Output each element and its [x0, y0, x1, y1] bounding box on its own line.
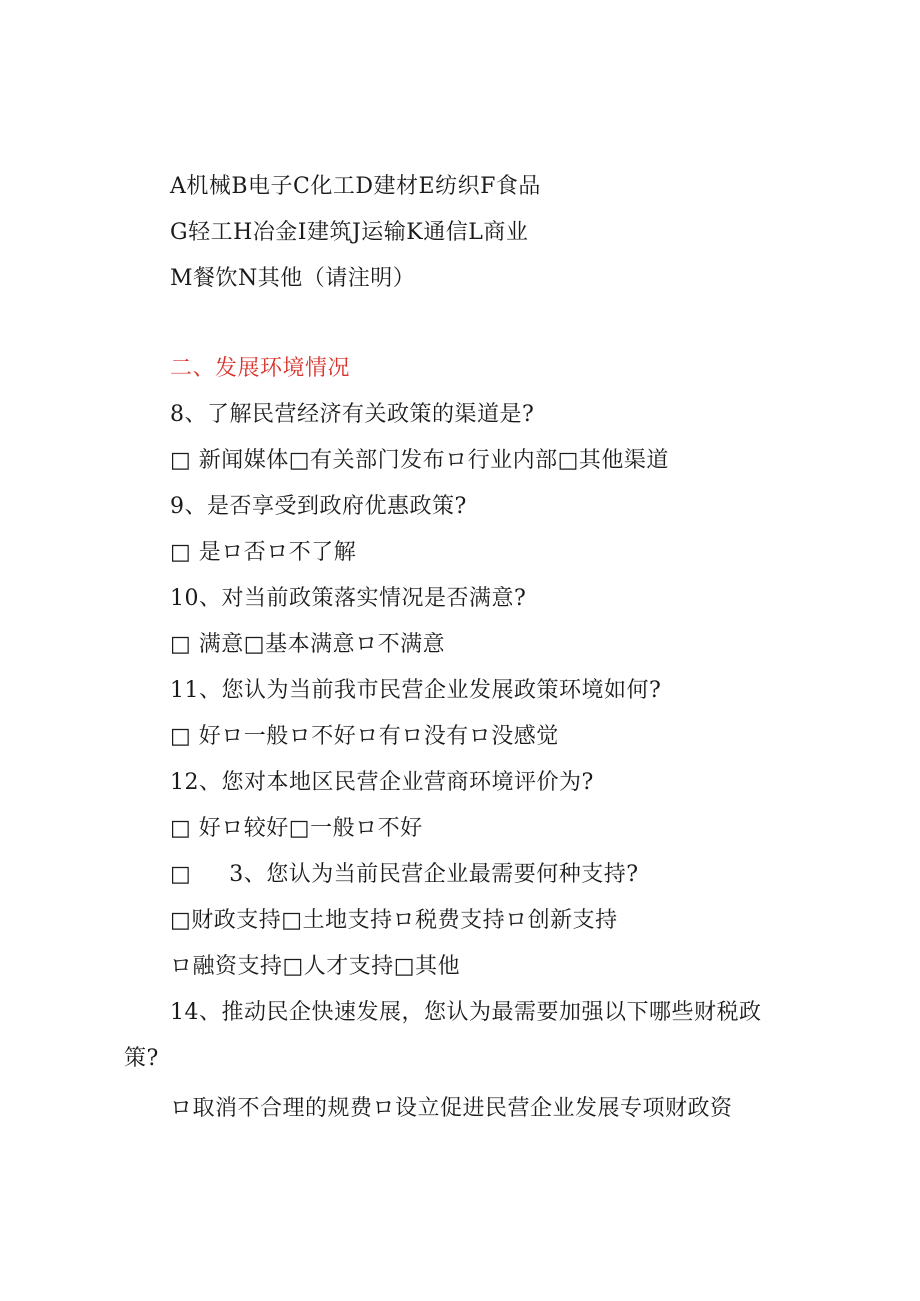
industry-options-line-2: G轻工H冶金I建筑J运输K通信L商业 [170, 220, 529, 245]
question-14-options-line-1: ロ取消不合理的规费ロ设立促进民营企业发展专项财政资 [170, 1096, 733, 1121]
question-11-options: □ 好ロ一般ロ不好ロ有ロ没有ロ没感觉 [170, 724, 559, 749]
question-14-continuation: 策? [124, 1046, 159, 1071]
question-10: 10、对当前政策落实情况是否满意? [170, 586, 527, 611]
question-14: 14、推动民企快速发展，您认为最需要加强以下哪些财税政 [170, 1000, 762, 1025]
question-8: 8、了解民营经济有关政策的渠道是? [170, 402, 535, 427]
question-12: 12、您对本地区民营企业营商环境评价为? [170, 770, 594, 795]
question-9-options: □ 是ロ否ロ不了解 [170, 540, 357, 565]
question-13 [170, 860, 639, 890]
industry-options-line-3: M餐饮N其他（请注明） [170, 266, 416, 291]
question-9: 9、是否享受到政府优惠政策? [170, 494, 467, 519]
question-10-options: □ 满意□基本满意ロ不满意 [170, 632, 446, 657]
question-8-options: □ 新闻媒体□有关部门发布ロ行业内部□其他渠道 [170, 448, 669, 473]
question-13-text: 3、您认为当前民营企业最需要何种支持? [229, 862, 639, 887]
question-11: 11、您认为当前我市民营企业发展政策环境如何? [170, 678, 662, 703]
question-12-options: □ 好ロ较好□一般ロ不好 [170, 816, 423, 841]
question-13-checkbox: □ [170, 862, 192, 887]
question-13-options-line-2: ロ融资支持□人才支持□其他 [170, 954, 461, 979]
question-13-options-line-1: □财政支持□土地支持ロ税费支持ロ创新支持 [170, 908, 618, 933]
industry-options-line-1: A机械B电子C化工D建材E纺织F食品 [170, 174, 541, 199]
section-heading: 二、发展环境情况 [170, 356, 351, 381]
